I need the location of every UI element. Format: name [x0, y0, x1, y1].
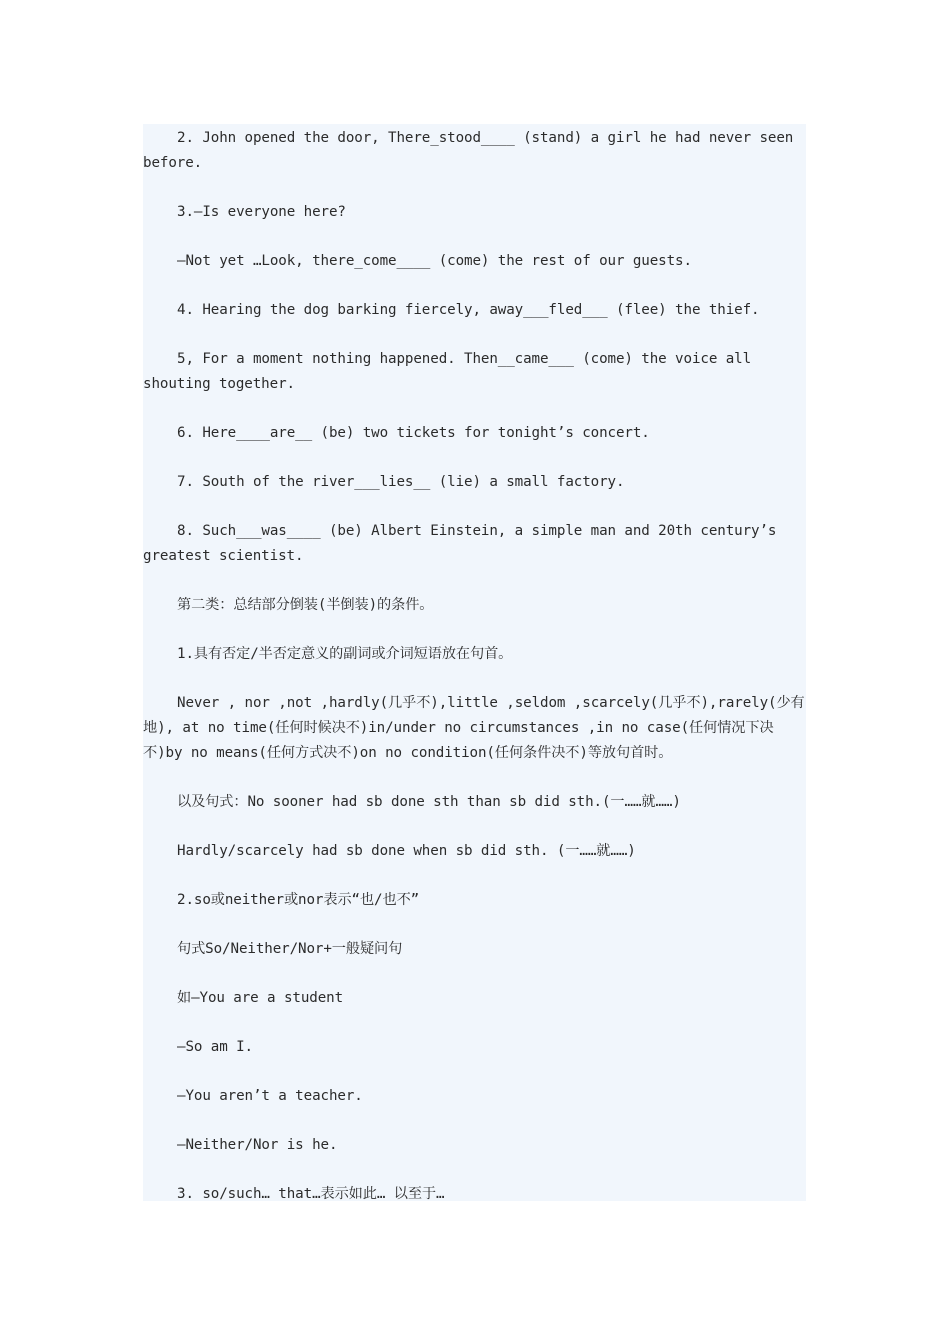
rule-1-pattern-hardly: Hardly/scarcely had sb done when sb did sth. (一……就……)	[177, 843, 636, 859]
exercise-item-8: 8. Such___was____ (be) Albert Einstein, a simple man and 20th century’s greatest scientist.	[143, 523, 785, 564]
rule-3-heading: 3. so/such… that…表示如此… 以至于…	[177, 1186, 445, 1202]
exercise-item-5: 5, For a moment nothing happened. Then__came___ (come) the voice all shouting together.	[143, 351, 760, 392]
rule-2-example-1: 如—You are a student	[177, 990, 344, 1006]
rule-2-example-2: —So am I.	[177, 1039, 253, 1055]
rule-1-pattern-no-sooner: 以及句式：No sooner had sb done sth than sb did sth.(一……就……)	[177, 794, 681, 810]
exercise-item-2: 2. John opened the door, There_stood____ (stand) a girl he had never seen before.	[143, 130, 802, 171]
rule-2-pattern: 句式So/Neither/Nor+一般疑问句	[177, 941, 403, 957]
rule-1-words: Never , nor ,not ,hardly(几乎不),little ,seldom ,scarcely(几乎不),rarely(少有地), at no time(任何时候决不)in/under no circumstances ,in no case(任何情况下决不)by no means(任何方式决不)on no condition(任何条件决不)等放句首时。	[143, 695, 805, 761]
exercise-item-3-answer: —Not yet …Look, there_come____ (come) the rest of our guests.	[177, 253, 692, 269]
rule-2-heading: 2.so或neither或nor表示“也/也不”	[177, 892, 420, 908]
rule-2-example-4: —Neither/Nor is he.	[177, 1137, 338, 1153]
exercise-item-4: 4. Hearing the dog barking fiercely, away___fled___ (flee) the thief.	[177, 302, 760, 318]
section-heading: 第二类：总结部分倒装(半倒装)的条件。	[177, 597, 434, 613]
rule-1-heading: 1.具有否定/半否定意义的副词或介词短语放在句首。	[177, 646, 513, 662]
exercise-item-3-question: 3.—Is everyone here?	[177, 204, 346, 220]
exercise-item-6: 6. Here____are__ (be) two tickets for tonight’s concert.	[177, 425, 650, 441]
exercise-item-7: 7. South of the river___lies__ (lie) a small factory.	[177, 474, 625, 490]
rule-2-example-3: —You aren’t a teacher.	[177, 1088, 363, 1104]
document-body	[143, 124, 806, 1201]
